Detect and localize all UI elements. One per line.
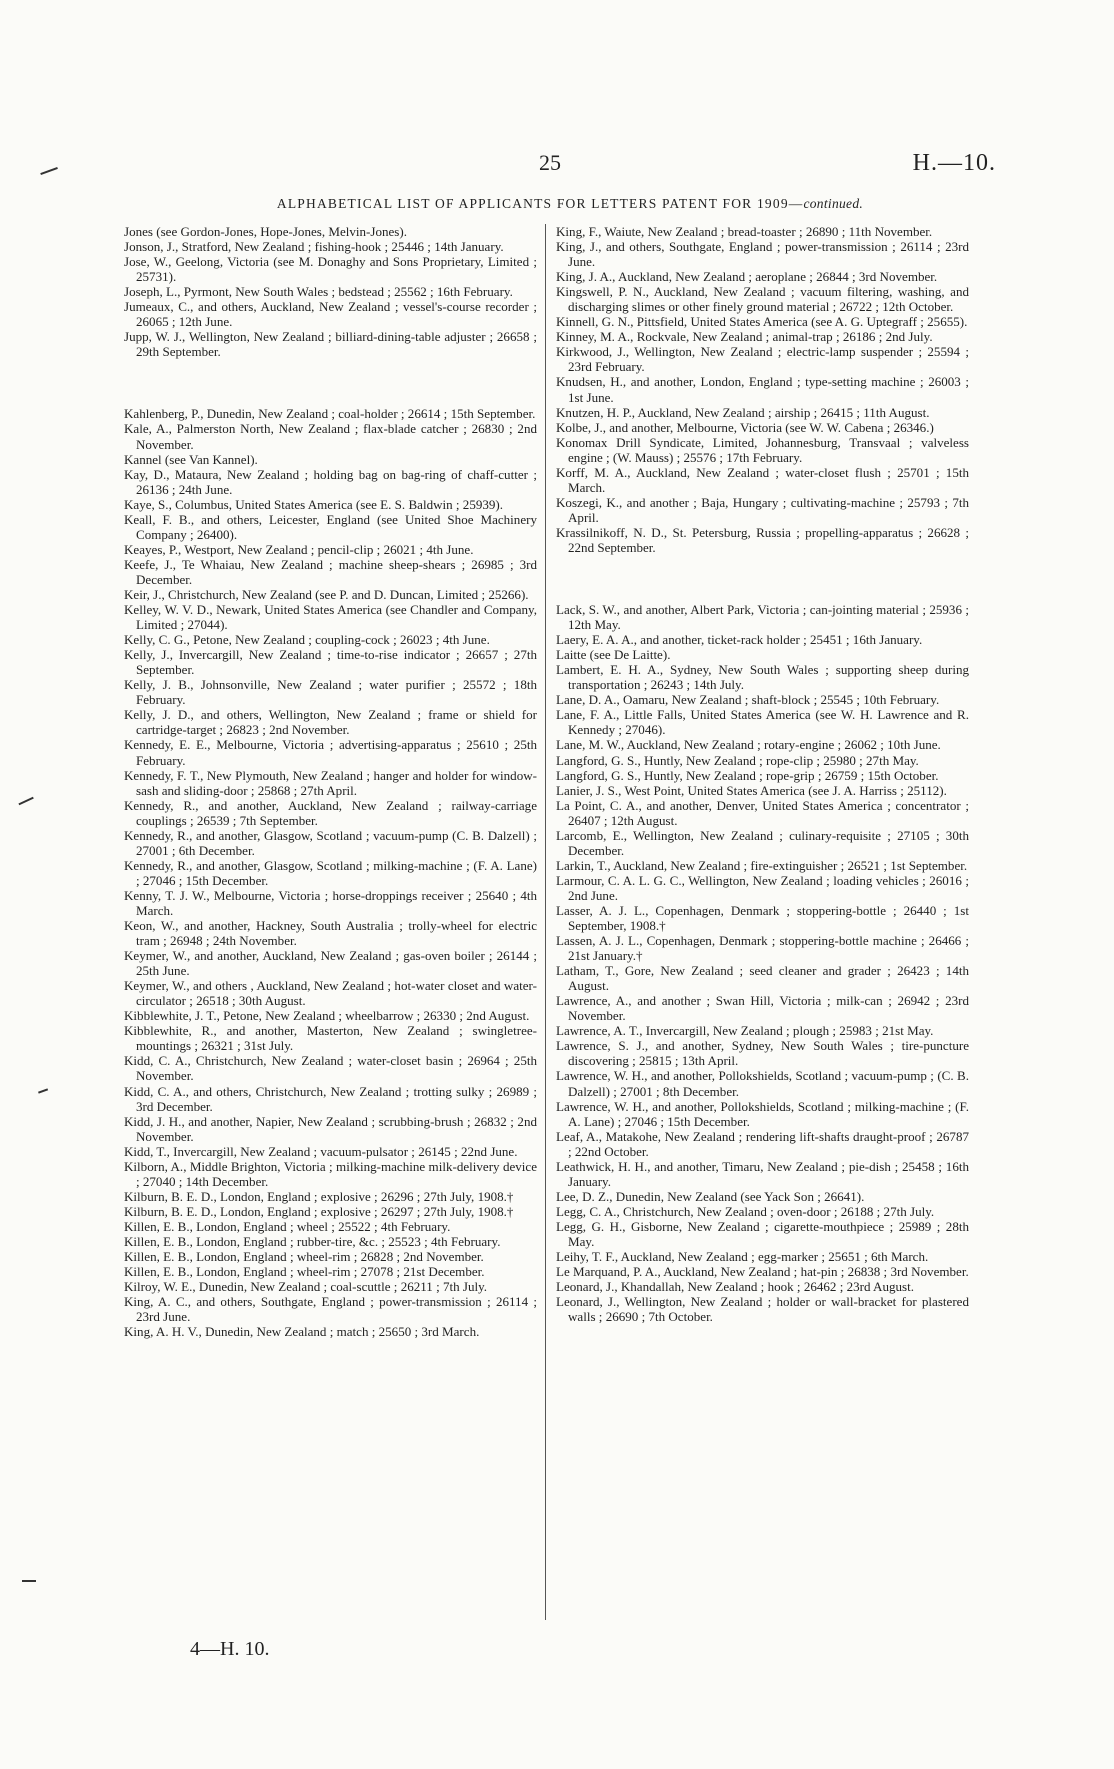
- heading-continued: continued.: [803, 196, 864, 211]
- patent-entry: Killen, E. B., London, England ; wheel-rim ; 26828 ; 2nd November.: [124, 1249, 484, 1265]
- margin-mark: [18, 797, 33, 805]
- patent-entry: Kale, A., Palmerston North, New Zealand ; flax-blade catcher ; 26830 ; 2nd November.: [124, 421, 537, 452]
- patent-entry: Kilborn, A., Middle Brighton, Victoria ; milking-machine milk-delivery device ; 27040 ; 14th December.: [124, 1158, 537, 1189]
- patent-entry: Lanier, J. S., West Point, United States America (see J. A. Harriss ; 25112).: [556, 782, 947, 798]
- patent-entry: Jupp, W. J., Wellington, New Zealand ; billiard-dining-table adjuster ; 26658 ; 29th September.: [124, 329, 537, 360]
- patent-entry: Kenny, T. J. W., Melbourne, Victoria ; horse-droppings receiver ; 25640 ; 4th March.: [124, 887, 537, 918]
- patent-entry: Jones (see Gordon-Jones, Hope-Jones, Melvin-Jones).: [124, 224, 407, 239]
- patent-entry: Kaye, S., Columbus, United States America (see E. S. Baldwin ; 25939).: [124, 496, 504, 512]
- patent-entry: Leihy, T. F., Auckland, New Zealand ; egg-marker ; 25651 ; 6th March.: [556, 1249, 929, 1265]
- patent-entry: Keymer, W., and another, Auckland, New Zealand ; gas-oven boiler ; 26144 ; 25th June.: [124, 948, 537, 979]
- column-divider: [545, 224, 546, 1620]
- patent-entry: Kennedy, R., and another, Glasgow, Scotland ; vacuum-pump (C. B. Dalzell) ; 27001 ; 6th December.: [124, 827, 537, 858]
- patent-entry: Kidd, C. A., Christchurch, New Zealand ; water-closet basin ; 26964 ; 25th November.: [124, 1053, 537, 1084]
- patent-entry: Kelly, C. G., Petone, New Zealand ; coupling-cock ; 26023 ; 4th June.: [124, 632, 490, 648]
- patent-entry: Kidd, T., Invercargill, New Zealand ; vacuum-pulsator ; 26145 ; 22nd June.: [124, 1143, 518, 1159]
- patent-entry: Jose, W., Geelong, Victoria (see M. Donaghy and Sons Proprietary, Limited ; 25731).: [124, 254, 537, 285]
- patent-entry: Krassilnikoff, N. D., St. Petersburg, Russia ; propelling-apparatus ; 26628 ; 22nd September.: [556, 524, 969, 555]
- patent-entry: Laery, E. A. A., and another, ticket-rack holder ; 25451 ; 16th January.: [556, 632, 923, 648]
- patent-entry: Knudsen, H., and another, London, England ; type-setting machine ; 26003 ; 1st June.: [556, 374, 969, 405]
- patent-entry: Jonson, J., Stratford, New Zealand ; fishing-hook ; 25446 ; 14th January.: [124, 239, 504, 255]
- heading-main: ALPHABETICAL LIST OF APPLICANTS FOR LETTERS PATENT FOR 1909—: [276, 196, 804, 211]
- patent-entry: Kennedy, E. E., Melbourne, Victoria ; advertising-apparatus ; 25610 ; 25th February.: [124, 737, 537, 768]
- patent-entry: Leonard, J., Wellington, New Zealand ; holder or wall-bracket for plastered walls ; 26690 ; 7th October.: [556, 1294, 969, 1325]
- patent-entry: Langford, G. S., Huntly, New Zealand ; rope-grip ; 26759 ; 15th October.: [556, 767, 939, 783]
- patent-entry: Larcomb, E., Wellington, New Zealand ; culinary-requisite ; 27105 ; 30th December.: [556, 827, 969, 858]
- patent-entry: Kibblewhite, R., and another, Masterton, New Zealand ; swingletree-mountings ; 26321 ; 31st July.: [124, 1023, 537, 1054]
- patent-entry: Leonard, J., Khandallah, New Zealand ; hook ; 26462 ; 23rd August.: [556, 1279, 914, 1295]
- patent-entry: Larmour, C. A. L. G. C., Wellington, New Zealand ; loading vehicles ; 26016 ; 2nd June.: [556, 872, 969, 903]
- patent-entry: Killen, E. B., London, England ; rubber-tire, &c. ; 25523 ; 4th February.: [124, 1234, 501, 1249]
- patent-entry: Kelly, J. D., and others, Wellington, New Zealand ; frame or shield for cartridge-target ; 26823 ; 2nd November.: [124, 707, 537, 738]
- page-heading: [150, 196, 990, 212]
- patent-entry: Kay, D., Mataura, New Zealand ; holding bag on bag-ring of chaff-cutter ; 26136 ; 24th June.: [124, 466, 537, 497]
- patent-entry: Lawrence, S. J., and another, Sydney, New South Wales ; tire-puncture discovering ; 25815 ; 13th April.: [556, 1038, 969, 1069]
- patent-entry: Kahlenberg, P., Dunedin, New Zealand ; coal-holder ; 26614 ; 15th September.: [124, 406, 536, 422]
- patent-entry: Kidd, J. H., and another, Napier, New Zealand ; scrubbing-brush ; 26832 ; 2nd November.: [124, 1113, 537, 1144]
- patent-entry: Lawrence, W. H., and another, Pollokshields, Scotland ; vacuum-pump ; (C. B. Dalzell) ; 27001 ; 8th December.: [556, 1068, 969, 1099]
- right-column: [556, 224, 969, 1324]
- patent-entry: Laitte (see De Laitte).: [556, 647, 671, 663]
- margin-mark: [22, 1580, 36, 1582]
- margin-mark: [40, 167, 57, 175]
- patent-entry: Larkin, T., Auckland, New Zealand ; fire-extinguisher ; 26521 ; 1st September.: [556, 857, 968, 873]
- patent-entry: Kelley, W. V. D., Newark, United States America (see Chandler and Company, Limited ; 27044).: [124, 602, 537, 633]
- patent-entry: Lane, F. A., Little Falls, United States America (see W. H. Lawrence and R. Kennedy ; 27046).: [556, 707, 969, 738]
- patent-entry: Keayes, P., Westport, New Zealand ; pencil-clip ; 26021 ; 4th June.: [124, 541, 474, 557]
- patent-entry: Killen, E. B., London, England ; wheel ; 25522 ; 4th February.: [124, 1218, 451, 1234]
- patent-entry: Kannel (see Van Kannel).: [124, 451, 258, 467]
- patent-entry: Koszegi, K., and another ; Baja, Hungary ; cultivating-machine ; 25793 ; 7th April.: [556, 494, 969, 525]
- patent-entry: Kingswell, P. N., Auckland, New Zealand ; vacuum filtering, washing, and discharging slimes or other finely ground material ; 26722 ; 12th October.: [556, 284, 969, 315]
- patent-entry: Kennedy, R., and another, Auckland, New Zealand ; railway-carriage couplings ; 26539 ; 7th September.: [124, 797, 537, 828]
- patent-entry: King, J. A., Auckland, New Zealand ; aeroplane ; 26844 ; 3rd November.: [556, 269, 938, 285]
- patent-entry: Konomax Drill Syndicate, Limited, Johannesburg, Transvaal ; valveless engine ; (W. Mauss) ; 25576 ; 17th February.: [556, 434, 969, 465]
- patent-entry: Joseph, L., Pyrmont, New South Wales ; bedstead ; 25562 ; 16th February.: [124, 284, 513, 300]
- patent-entry: Kidd, C. A., and others, Christchurch, New Zealand ; trotting sulky ; 26989 ; 3rd December.: [124, 1083, 537, 1114]
- patent-entry: Kelly, J. B., Johnsonville, New Zealand ; water purifier ; 25572 ; 18th February.: [124, 677, 537, 708]
- patent-entry: Knutzen, H. P., Auckland, New Zealand ; airship ; 26415 ; 11th August.: [556, 404, 930, 420]
- patent-entry: Kennedy, R., and another, Glasgow, Scotland ; milking-machine ; (F. A. Lane) ; 27046 ; 15th December.: [124, 857, 537, 888]
- patent-entry: Legg, G. H., Gisborne, New Zealand ; cigarette-mouthpiece ; 25989 ; 28th May.: [556, 1218, 969, 1249]
- patent-entry: Kilroy, W. E., Dunedin, New Zealand ; coal-scuttle ; 26211 ; 7th July.: [124, 1279, 488, 1295]
- patent-entry: Keefe, J., Te Whaiau, New Zealand ; machine sheep-shears ; 26985 ; 3rd December.: [124, 556, 537, 587]
- patent-entry: Kirkwood, J., Wellington, New Zealand ; electric-lamp suspender ; 25594 ; 23rd February.: [556, 344, 969, 375]
- patent-entry: Legg, C. A., Christchurch, New Zealand ; oven-door ; 26188 ; 27th July.: [556, 1203, 935, 1219]
- page-footer: 4—H. 10.: [190, 1638, 270, 1660]
- patent-entry: Keir, J., Christchurch, New Zealand (see P. and D. Duncan, Limited ; 25266).: [124, 586, 529, 602]
- patent-entry: Keall, F. B., and others, Leicester, England (see United Shoe Machinery Company ; 26400).: [124, 511, 537, 542]
- patent-entry: Kilburn, B. E. D., London, England ; explosive ; 26296 ; 27th July, 1908.†: [124, 1188, 514, 1204]
- patent-entry: Lawrence, A., and another ; Swan Hill, Victoria ; milk-can ; 26942 ; 23rd November.: [556, 993, 969, 1024]
- patent-entry: Keymer, W., and others , Auckland, New Zealand ; hot-water closet and water-circulator ; 26518 ; 30th August.: [124, 978, 537, 1009]
- patent-entry: Le Marquand, P. A., Auckland, New Zealand ; hat-pin ; 26838 ; 3rd November.: [556, 1264, 969, 1280]
- patent-entry: Kennedy, F. T., New Plymouth, New Zealand ; hanger and holder for window-sash and sliding-door ; 25868 ; 27th April.: [124, 767, 537, 798]
- patent-entry: Lack, S. W., and another, Albert Park, Victoria ; can-jointing material ; 25936 ; 12th May.: [556, 602, 969, 633]
- patent-entry: Lasser, A. J. L., Copenhagen, Denmark ; stoppering-bottle ; 26440 ; 1st September, 1908.†: [556, 902, 969, 934]
- patent-entry: Kinney, M. A., Rockvale, New Zealand ; animal-trap ; 26186 ; 2nd July.: [556, 329, 933, 345]
- patent-entry: Korff, M. A., Auckland, New Zealand ; water-closet flush ; 25701 ; 15th March.: [556, 464, 969, 495]
- document-code: H.—10.: [912, 150, 996, 176]
- page-number: 25: [539, 150, 561, 175]
- patent-entry: Leathwick, H. H., and another, Timaru, New Zealand ; pie-dish ; 25458 ; 16th January.: [556, 1158, 969, 1189]
- patent-entry: Langford, G. S., Huntly, New Zealand ; rope-clip ; 25980 ; 27th May.: [556, 752, 919, 768]
- patent-entry: Lassen, A. J. L., Copenhagen, Denmark ; stoppering-bottle machine ; 26466 ; 21st January.†: [556, 933, 969, 964]
- patent-entry: Keon, W., and another, Hackney, South Australia ; trolly-wheel for electric tram ; 26948 ; 24th November.: [124, 918, 537, 949]
- patent-entry: Lawrence, A. T., Invercargill, New Zealand ; plough ; 25983 ; 21st May.: [556, 1023, 934, 1039]
- section-gap: [556, 571, 969, 586]
- patent-entry: Kolbe, J., and another, Melbourne, Victoria (see W. W. Cabena ; 26346.): [556, 419, 934, 435]
- patent-entry: Lawrence, W. H., and another, Pollokshields, Scotland ; milking-machine ; (F. A. Lane) ; 27046 ; 15th December.: [556, 1098, 969, 1129]
- patent-entry: Kibblewhite, J. T., Petone, New Zealand ; wheelbarrow ; 26330 ; 2nd August.: [124, 1008, 530, 1024]
- patent-entry: Lambert, E. H. A., Sydney, New South Wales ; supporting sheep during transportation ; 26243 ; 14th July.: [556, 662, 969, 693]
- patent-entry: Kinnell, G. N., Pittsfield, United States America (see A. G. Uptegraff ; 25655).: [556, 314, 968, 330]
- patent-entry: King, F., Waiute, New Zealand ; bread-toaster ; 26890 ; 11th November.: [556, 224, 933, 239]
- patent-entry: King, A. C., and others, Southgate, England ; power-transmission ; 26114 ; 23rd June.: [124, 1294, 537, 1325]
- patent-entry: Lee, D. Z., Dunedin, New Zealand (see Yack Son ; 26641).: [556, 1188, 865, 1204]
- patent-entry: La Point, C. A., and another, Denver, United States America ; concentrator ; 26407 ; 12th August.: [556, 797, 969, 828]
- patent-entry: Killen, E. B., London, England ; wheel-rim ; 27078 ; 21st December.: [124, 1264, 485, 1280]
- left-column: [124, 224, 537, 1339]
- section-gap: [124, 375, 537, 390]
- margin-mark: [38, 1088, 48, 1093]
- patent-entry: Jumeaux, C., and others, Auckland, New Zealand ; vessel's-course recorder ; 26065 ; 12th June.: [124, 299, 537, 330]
- patent-entry: King, A. H. V., Dunedin, New Zealand ; match ; 25650 ; 3rd March.: [124, 1324, 480, 1340]
- patent-entry: Kelly, J., Invercargill, New Zealand ; time-to-rise indicator ; 26657 ; 27th September.: [124, 647, 537, 678]
- patent-entry: Kilburn, B. E. D., London, England ; explosive ; 26297 ; 27th July, 1908.†: [124, 1203, 514, 1219]
- patent-entry: King, J., and others, Southgate, England ; power-transmission ; 26114 ; 23rd June.: [556, 239, 969, 270]
- patent-entry: Leaf, A., Matakohe, New Zealand ; rendering lift-shafts draught-proof ; 26787 ; 22nd October.: [556, 1128, 969, 1159]
- patent-entry: Latham, T., Gore, New Zealand ; seed cleaner and grader ; 26423 ; 14th August.: [556, 963, 969, 994]
- patent-entry: Lane, M. W., Auckland, New Zealand ; rotary-engine ; 26062 ; 10th June.: [556, 737, 941, 753]
- patent-entry: Lane, D. A., Oamaru, New Zealand ; shaft-block ; 25545 ; 10th February.: [556, 692, 940, 708]
